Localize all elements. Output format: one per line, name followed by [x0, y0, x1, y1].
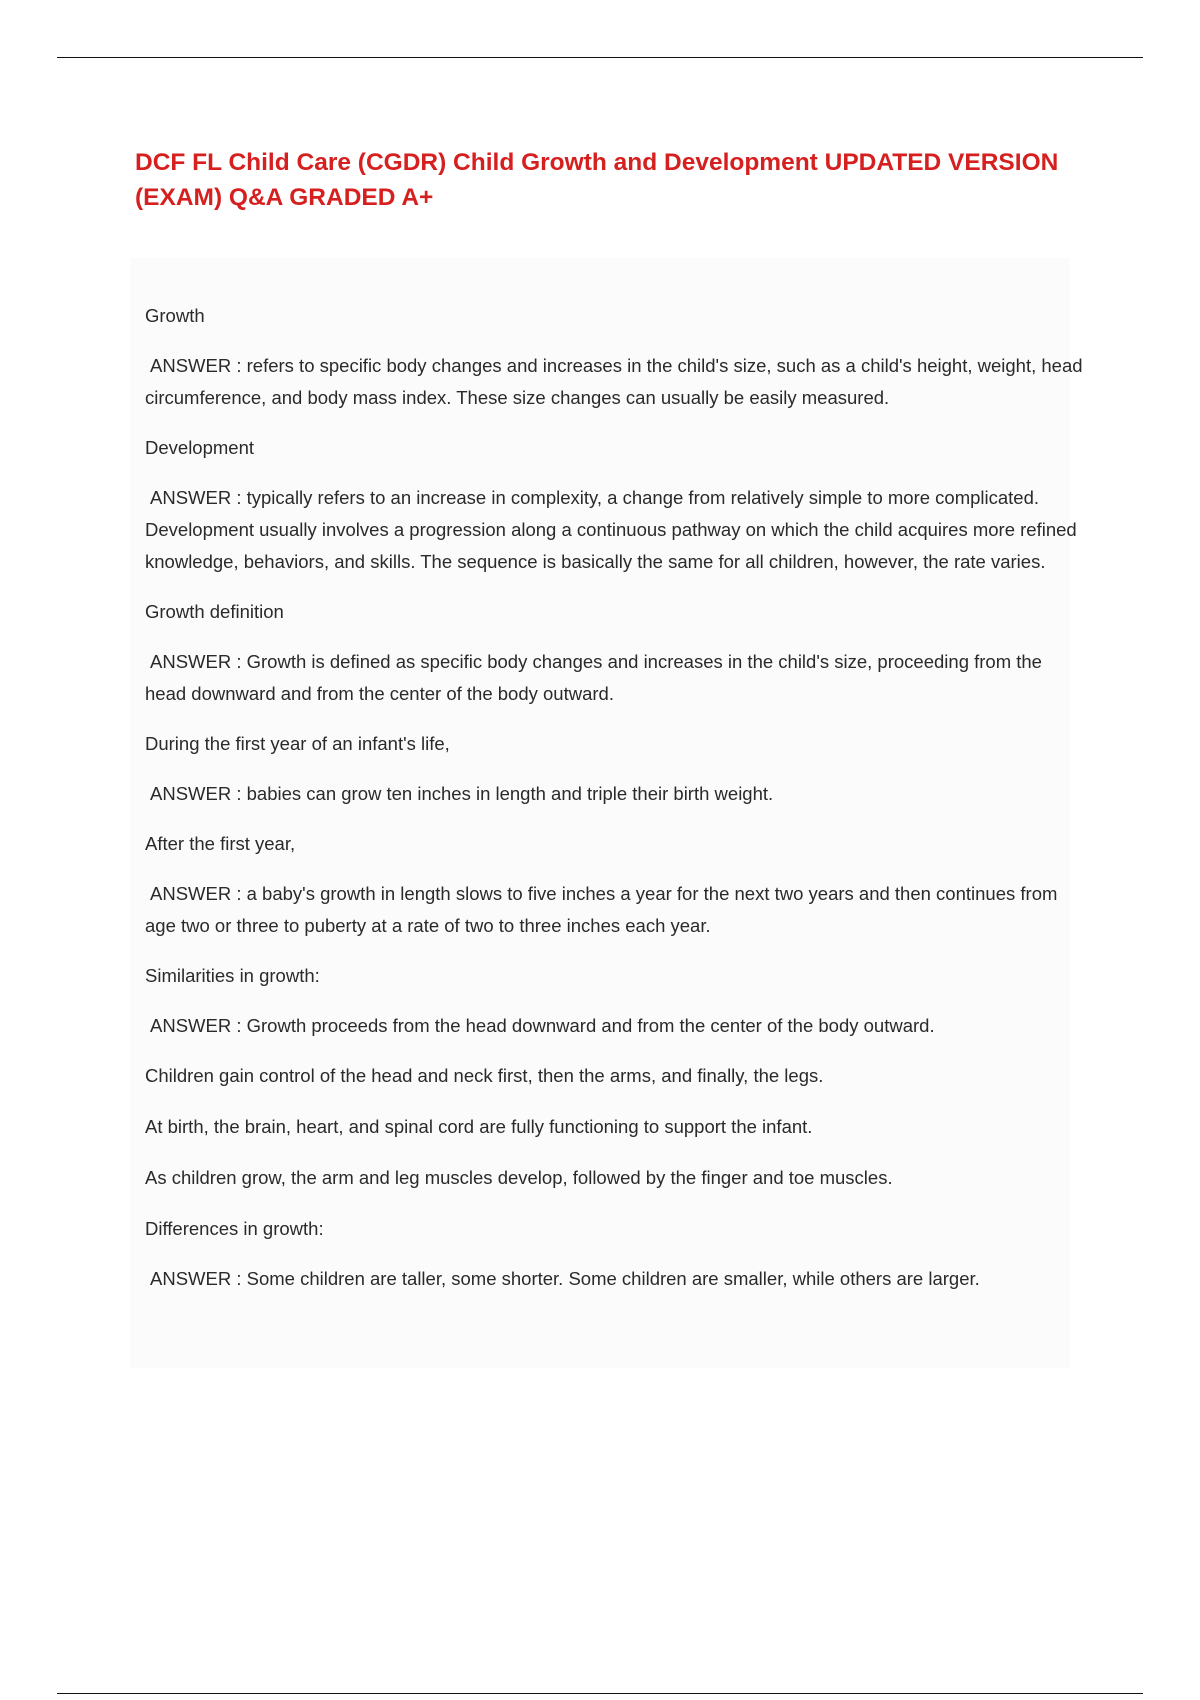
- question-growth-definition: Growth definition: [145, 601, 284, 622]
- statement-head-neck: Children gain control of the head and neck first, then the arms, and finally, the legs.: [145, 1065, 824, 1086]
- answer-growth-definition: ANSWER : Growth is defined as specific body changes and increases in the child's size, proceeding from the head downward and from the center of the body outward.: [145, 651, 1042, 704]
- question-after-first-year: After the first year,: [145, 833, 296, 854]
- question-similarities: Similarities in growth:: [145, 965, 320, 986]
- answer-first-year: ANSWER : babies can grow ten inches in length and triple their birth weight.: [150, 783, 774, 804]
- statement-at-birth: At birth, the brain, heart, and spinal cord are fully functioning to support the infant.: [145, 1116, 813, 1137]
- question-development: Development: [145, 437, 255, 458]
- answer-differences: ANSWER : Some children are taller, some shorter. Some children are smaller, while others are larger.: [150, 1268, 980, 1289]
- question-differences: Differences in growth:: [145, 1218, 324, 1239]
- document-title: DCF FL Child Care (CGDR) Child Growth and Development UPDATED VERSION (EXAM) Q&A GRADED A+: [135, 149, 1059, 211]
- qa-content: [145, 300, 1085, 1313]
- answer-development: ANSWER : typically refers to an increase in complexity, a change from relatively simple to more complicated. Development usually involves a progression along a continuous pathway on which the child acquires more refined knowledge, behaviors, and skills. The sequence is basically the same for all children, however, the rate varies.: [145, 487, 1077, 572]
- top-rule: [57, 57, 1143, 58]
- question-first-year: During the first year of an infant's life,: [145, 733, 450, 754]
- answer-after-first-year: ANSWER : a baby's growth in length slows to five inches a year for the next two years and then continues from age two or three to puberty at a rate of two to three inches each year.: [145, 883, 1058, 936]
- answer-similarities: ANSWER : Growth proceeds from the head downward and from the center of the body outward.: [150, 1015, 935, 1036]
- question-growth: Growth: [145, 305, 205, 326]
- bottom-rule: [57, 1693, 1143, 1694]
- answer-growth: ANSWER : refers to specific body changes and increases in the child's size, such as a child's height, weight, head circumference, and body mass index. These size changes can usually be easily measured.: [145, 355, 1083, 408]
- statement-muscles: As children grow, the arm and leg muscles develop, followed by the finger and toe muscles.: [145, 1167, 893, 1188]
